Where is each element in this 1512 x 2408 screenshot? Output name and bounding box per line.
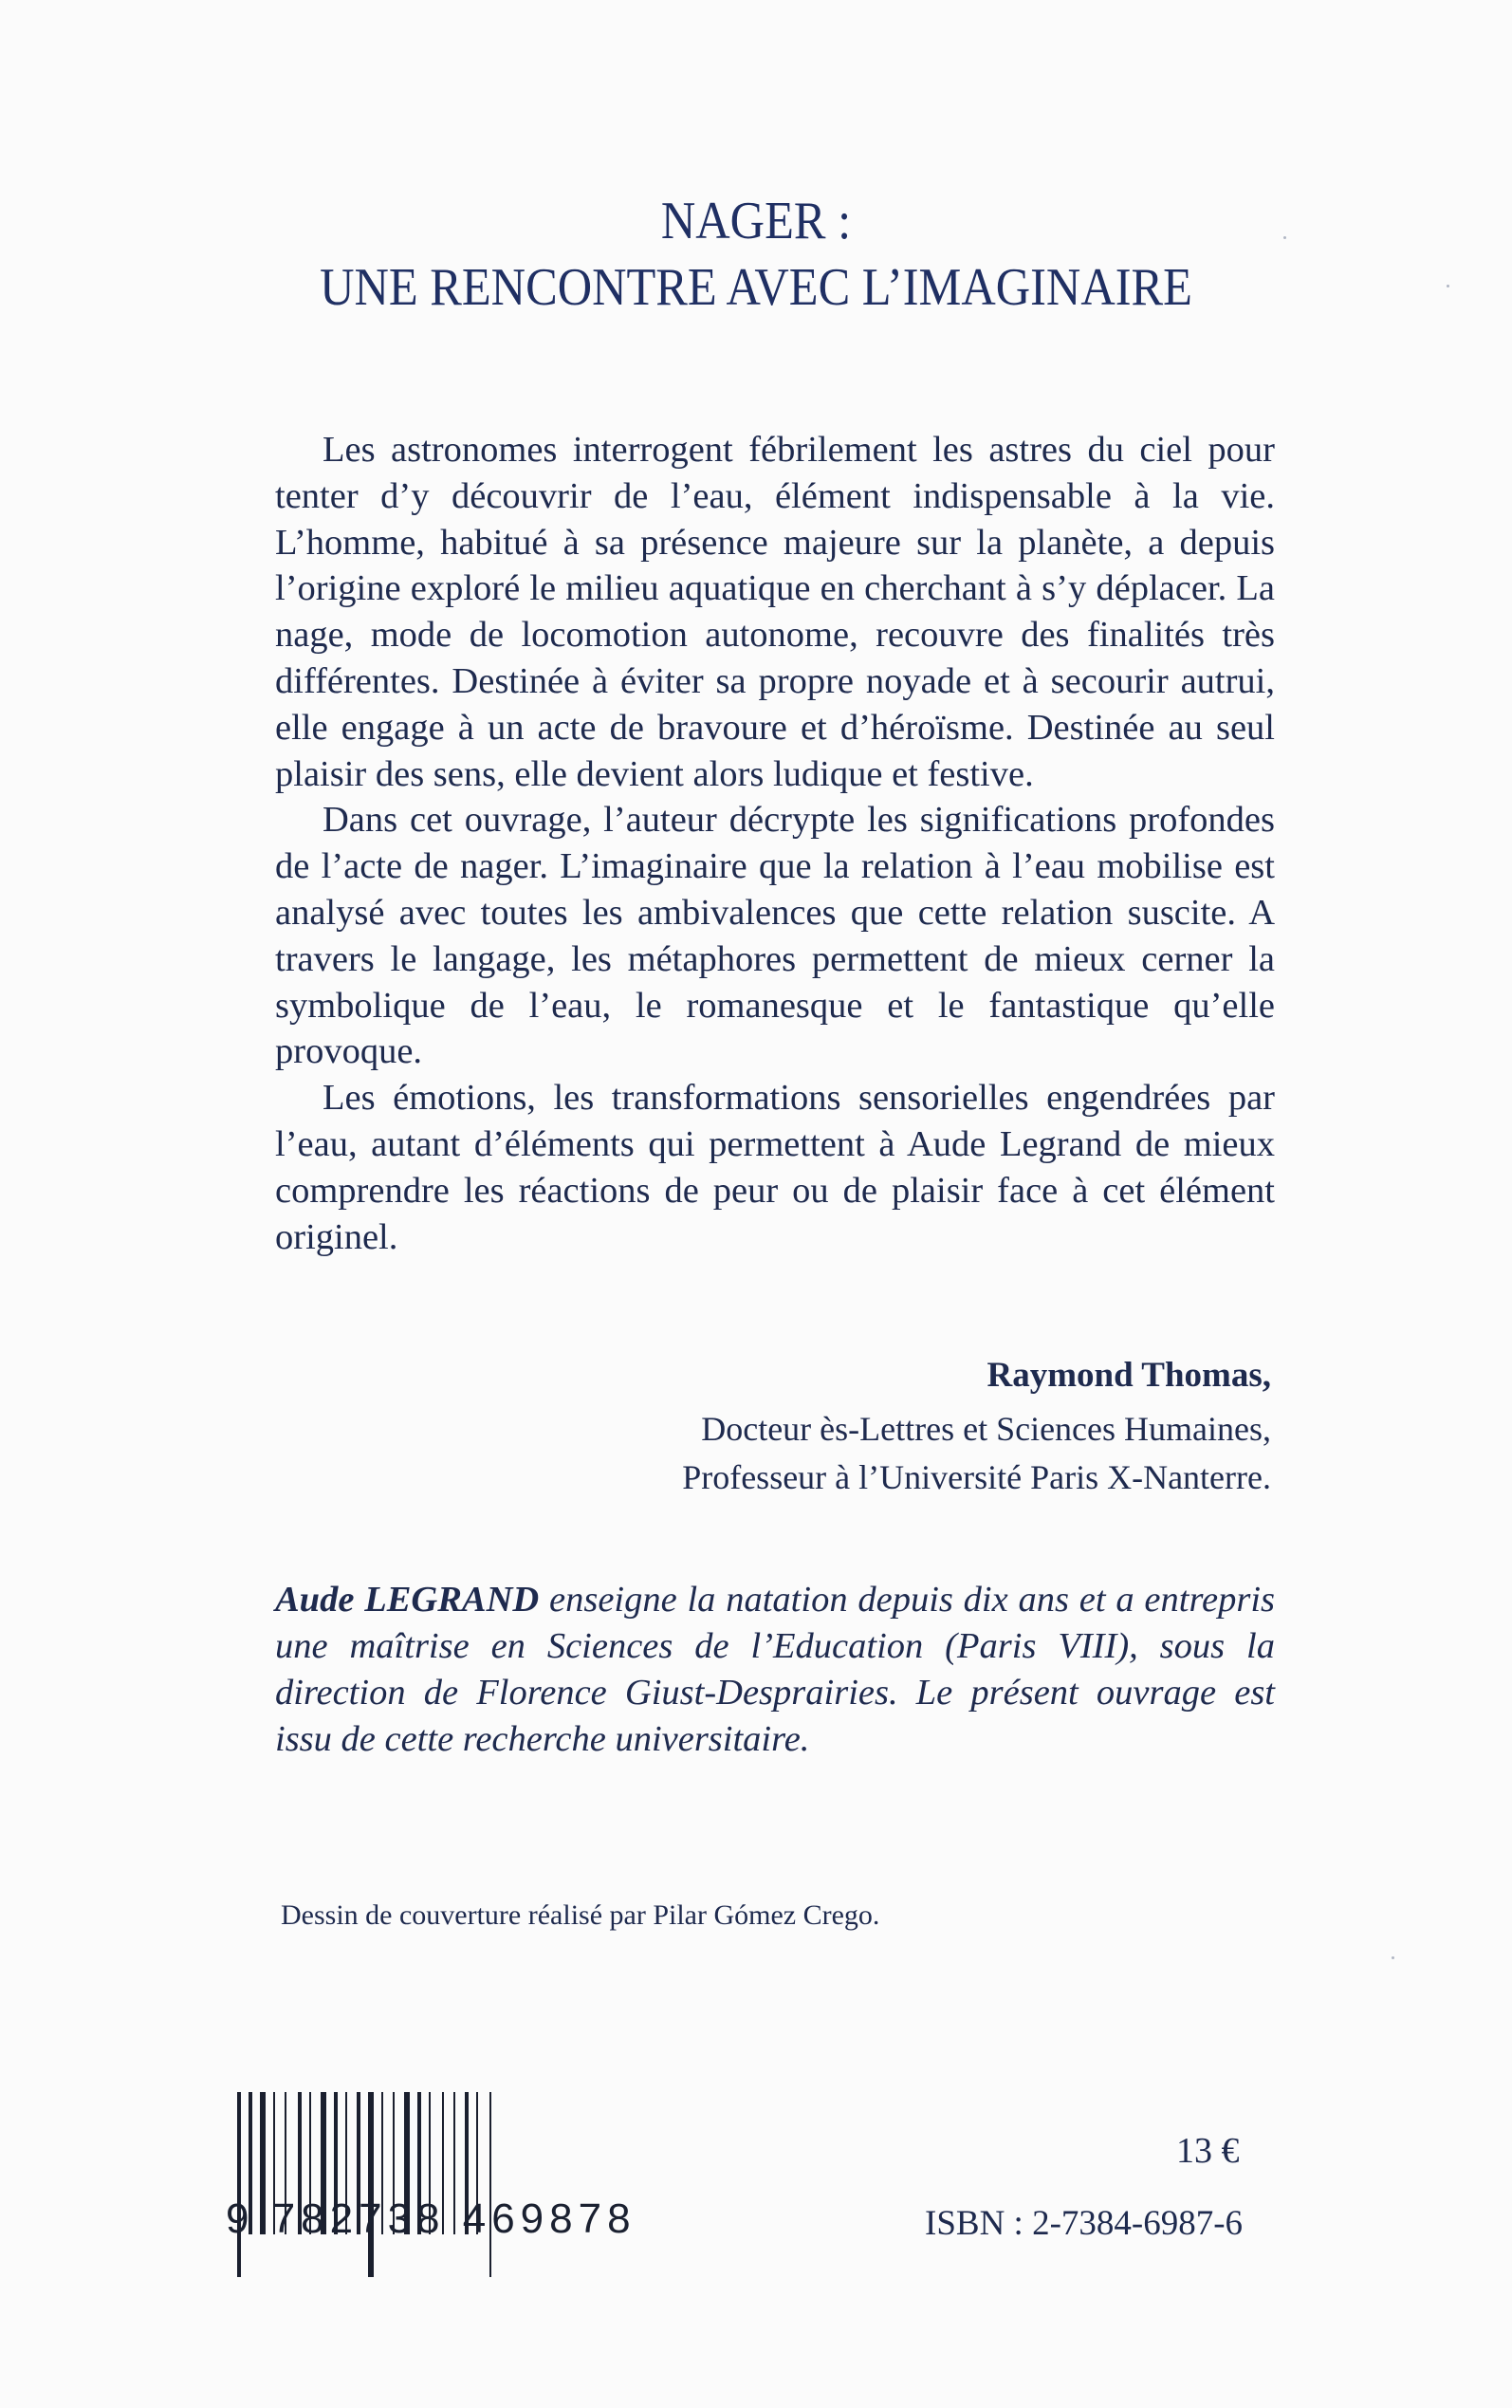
barcode-bar bbox=[489, 2092, 491, 2277]
title-line-2: UNE RENCONTRE AVEC L’IMAGINAIRE bbox=[320, 258, 1192, 317]
title-line-1: NAGER : bbox=[660, 192, 852, 250]
barcode bbox=[230, 2092, 643, 2277]
author-name: Aude LEGRAND bbox=[275, 1580, 540, 1620]
barcode-bar bbox=[368, 2092, 374, 2277]
price: 13 € bbox=[1176, 2131, 1240, 2171]
signature-name: Raymond Thomas, bbox=[986, 1356, 1271, 1395]
isbn: ISBN : 2-7384-6987-6 bbox=[925, 2204, 1244, 2243]
signature-title-2: Professeur à l’Université Paris X-Nanterre. bbox=[682, 1458, 1271, 1496]
barcode-digits: 9 782738 469878 bbox=[226, 2195, 636, 2242]
barcode-bar bbox=[237, 2092, 241, 2277]
speck bbox=[1283, 236, 1286, 239]
speck bbox=[1392, 1956, 1394, 1959]
cover-credit: Dessin de couverture réalisé par Pilar Gómez Crego. bbox=[281, 1899, 880, 1931]
speck bbox=[1447, 285, 1449, 287]
author-bio bbox=[275, 1577, 1275, 1763]
summary-paragraph-2: Dans cet ouvrage, l’auteur décrypte les significations profondes de l’acte de nager. L’imaginaire que la relation à l’eau mobilise est analysé avec toutes les ambivalences que cette relation suscite. A travers le langage, les métaphores permettent de mieux cerner la symbolique de l’eau, le romanesque et le fantastique qu’elle provoque. bbox=[275, 800, 1275, 1072]
signature-title-1: Docteur ès-Lettres et Sciences Humaines, bbox=[701, 1410, 1271, 1448]
author-bio-text: enseigne la natation depuis dix ans et a entrepris une maîtrise en Sciences de l’Education (Paris VIII), sous la direction de Florence Giust-Desprairies. Le présent ouvrage est issu de cette recherche universitaire. bbox=[275, 1580, 1275, 1759]
summary-paragraph-1: Les astronomes interrogent fébrilement les astres du ciel pour tenter d’y découvrir de l’eau, élément indispensable à la vie. L’homme, habitué à sa présence majeure sur la planète, a depuis l’origine exploré le milieu aquatique en cherchant à s’y déplacer. La nage, mode de locomotion autonome, recouvre des finalités très différentes. Destinée à éviter sa propre noyade et à secourir autrui, elle engage à un acte de bravoure et d’héroïsme. Destinée au seul plaisir des sens, elle devient alors ludique et festive. bbox=[275, 430, 1275, 794]
summary-paragraph-3: Les émotions, les transformations sensorielles engendrées par l’eau, autant d’éléments qui permettent à Aude Legrand de mieux comprendre les réactions de peur ou de plaisir face à cet élément originel. bbox=[275, 1078, 1275, 1257]
summary-text bbox=[275, 427, 1275, 1260]
